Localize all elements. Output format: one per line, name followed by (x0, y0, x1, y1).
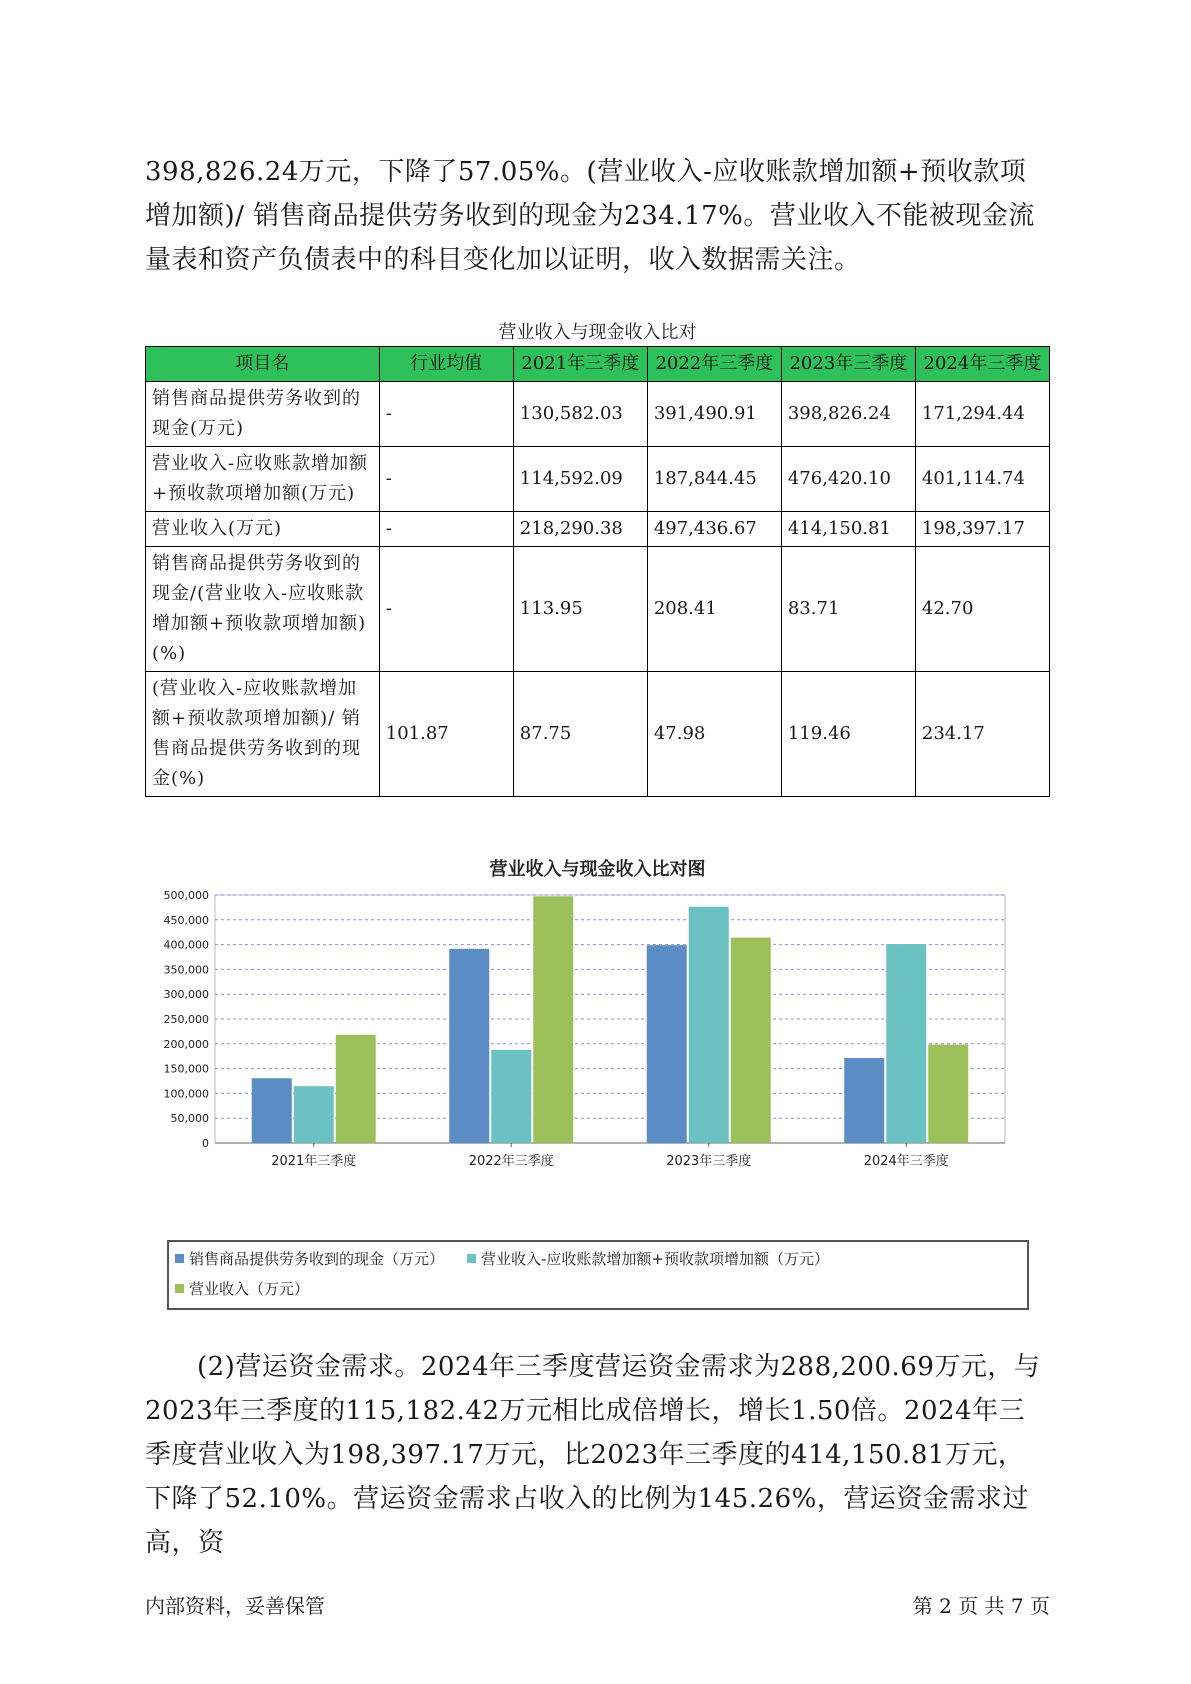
legend-label: 营业收入（万元） (189, 1280, 310, 1298)
legend-label: 销售商品提供劳务收到的现金（万元） (189, 1250, 445, 1268)
table-row (146, 447, 1050, 512)
table-cell: 42.70 (915, 547, 1049, 672)
bar (886, 944, 926, 1143)
table-cell: 114,592.09 (513, 447, 647, 512)
header-2024q3: 2024年三季度 (915, 347, 1049, 382)
bar (647, 945, 687, 1143)
legend-swatch (175, 1284, 184, 1293)
table-cell: 234.17 (915, 672, 1049, 797)
row-label: 销售商品提供劳务收到的现金/(营业收入-应收账款增加额+预收款项增加额)(%) (146, 547, 380, 672)
table-cell: 130,582.03 (513, 382, 647, 447)
y-tick-label: 350,000 (163, 963, 209, 977)
x-tick-label: 2023年三季度 (666, 1154, 752, 1169)
y-tick-label: 100,000 (163, 1087, 209, 1101)
x-tick-label: 2022年三季度 (468, 1154, 554, 1169)
x-tick-label: 2024年三季度 (863, 1154, 949, 1169)
table-row (146, 512, 1050, 547)
header-industry-avg: 行业均值 (379, 347, 513, 382)
table-cell: 414,150.81 (781, 512, 915, 547)
row-label: 营业收入-应收账款增加额+预收款项增加额(万元) (146, 447, 380, 512)
table-row (146, 547, 1050, 672)
table-cell: - (379, 382, 513, 447)
bar (731, 938, 771, 1143)
row-label: (营业收入-应收账款增加额+预收款项增加额)/ 销售商品提供劳务收到的现金(%) (146, 672, 380, 797)
table-caption: 营业收入与现金收入比对 (498, 322, 697, 343)
legend-item (175, 1278, 309, 1299)
table-cell: 476,420.10 (781, 447, 915, 512)
row-label: 销售商品提供劳务收到的现金(万元) (146, 382, 380, 447)
bar (252, 1078, 292, 1143)
y-tick-label: 50,000 (170, 1112, 209, 1126)
legend-item (467, 1248, 829, 1269)
chart-legend (167, 1240, 1029, 1310)
table-cell: 101.87 (379, 672, 513, 797)
table-cell: 401,114.74 (915, 447, 1049, 512)
footer-page-number: 第 2 页 共 7 页 (912, 1594, 1050, 1618)
chart-title: 营业收入与现金收入比对图 (489, 859, 706, 880)
table-cell: 113.95 (513, 547, 647, 672)
row-label: 营业收入(万元) (146, 512, 380, 547)
table-cell: 47.98 (647, 672, 781, 797)
comparison-table (145, 346, 1050, 797)
bar (449, 949, 489, 1143)
table-cell: 83.71 (781, 547, 915, 672)
paragraph-1: 398,826.24万元，下降了57.05%。(营业收入-应收账款增加额+预收款项增加额)/ 销售商品提供劳务收到的现金为234.17%。营业收入不能被现金流量表和资产负债表中的科目变化加以证明，收入数据需关注。 (145, 157, 1035, 275)
bar (294, 1086, 334, 1143)
bar (533, 896, 573, 1143)
table-cell: 208.41 (647, 547, 781, 672)
table-cell: 187,844.45 (647, 447, 781, 512)
y-tick-label: 300,000 (163, 988, 209, 1002)
table-cell: 497,436.67 (647, 512, 781, 547)
header-item-name: 项目名 (146, 347, 380, 382)
table-cell: 198,397.17 (915, 512, 1049, 547)
footer-confidential: 内部资料，妥善保管 (145, 1594, 325, 1618)
table-cell: 398,826.24 (781, 382, 915, 447)
bar (491, 1050, 531, 1143)
table-cell: 391,490.91 (647, 382, 781, 447)
bar (336, 1035, 376, 1143)
y-tick-label: 450,000 (163, 913, 209, 927)
y-tick-label: 0 (202, 1137, 209, 1150)
y-tick-label: 250,000 (163, 1013, 209, 1026)
legend-swatch (175, 1254, 184, 1263)
header-2023q3: 2023年三季度 (781, 347, 915, 382)
y-tick-label: 200,000 (163, 1037, 209, 1051)
x-tick-label: 2021年三季度 (271, 1154, 357, 1169)
header-2022q3: 2022年三季度 (647, 347, 781, 382)
header-2021q3: 2021年三季度 (513, 347, 647, 382)
bar (689, 907, 729, 1143)
table-row (146, 382, 1050, 447)
bar (928, 1045, 968, 1143)
y-tick-label: 150,000 (163, 1062, 209, 1076)
legend-item (175, 1248, 444, 1269)
table-row (146, 672, 1050, 797)
y-tick-label: 400,000 (163, 938, 209, 952)
legend-label: 营业收入-应收账款增加额+预收款项增加额（万元） (481, 1250, 829, 1268)
table-cell: 119.46 (781, 672, 915, 797)
table-cell: - (379, 512, 513, 547)
y-tick-label: 500,000 (163, 889, 209, 902)
table-header-row (146, 347, 1050, 382)
table-cell: - (379, 547, 513, 672)
chart-plot (145, 855, 1050, 1245)
bar-chart (145, 855, 1050, 1325)
table-cell: 87.75 (513, 672, 647, 797)
bar (844, 1058, 884, 1143)
legend-swatch (467, 1254, 476, 1263)
table-cell: 218,290.38 (513, 512, 647, 547)
table-cell: - (379, 447, 513, 512)
paragraph-2: (2)营运资金需求。2024年三季度营运资金需求为288,200.69万元，与2023年三季度的115,182.42万元相比成倍增长，增长1.50倍。2024年三季度营业收入为198,397.17万元，比2023年三季度的414,150.81万元，下降了52.10%。营运资金需求占收入的比例为145.26%，营运资金需求过高，资 (145, 1352, 1041, 1558)
table-cell: 171,294.44 (915, 382, 1049, 447)
